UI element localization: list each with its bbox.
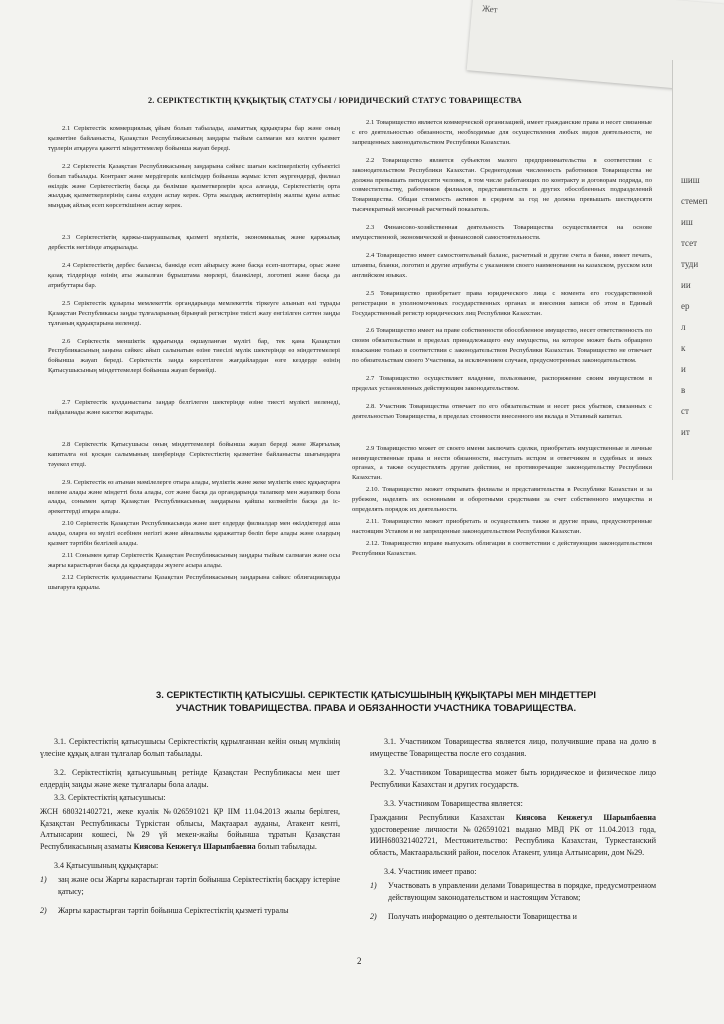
kz-clause-3-1: 3.1. Серіктестіктің қатысушысы Серіктестіктің құрылғаннан кейін оның мүлкінің үлесіне құқық алған тұлғалар болып табылады.	[40, 737, 340, 758]
section-2-title: 2. СЕРІКТЕСТІКТІҢ ҚҰҚЫҚТЫҚ СТАТУСЫ / ЮРИДИЧЕСКИЙ СТАТУС ТОВАРИЩЕСТВА	[148, 96, 522, 105]
kz-clause-2-4: 2.4 Серіктестіктің дербес балансы, банкіде есеп айырысу және басқа есеп-шоттары, орыс және қазақ тілдерінде өзінің аты жазылған бұрыштама мөрлері, бланкілері, логотипі және басқа да атрибуттары бар.	[48, 262, 340, 289]
kz-clause-2-2: 2.2 Серіктестік Қазақстан Республикасының заңдарына сәйкес шағын кәсіпкерліктің субъектісі болып табылады. Контракт және мердігерлік келісімдер бойынша жұмыс істеп жүргендерді, филиал өкілдік және Серіктестіктің басқа да бөлімше қызметкерлерін қоса алғанда, Серіктестіктің орта жылдық қызметкерлерінің саны елуден аспау керек. Орта жылдық активтерінің жалпы құны алпыс мыңдық айлық есеп көрсеткішінен аспау керек.	[48, 162, 340, 210]
bg-line: и	[681, 364, 686, 374]
background-sheet-right	[672, 60, 724, 480]
kz-participant-tail: болып табылады.	[255, 841, 317, 851]
item-marker: 2)	[370, 912, 377, 922]
section-3-title	[96, 688, 656, 714]
ru-clause-2-12: 2.12. Товарищество вправе выпускать облигации в соответствии с действующим законодательством Республики Казахстан.	[352, 539, 652, 557]
kz-participant-details: ЖСН 680321402721, жеке куәлік №026591021 ҚР ІІМ 11.04.2013 жылы берілген, Қазақстан Республикасы Түркістан облысы, Мақтаарал ауданы, Атакент кенті, Алтынсарин көшесі, №29 үй мекен-жайы бойынша тұратын Қазақстан Республикасының азаматы	[40, 806, 340, 851]
section-3-ru-column	[370, 736, 656, 931]
ru-clause-2-8: 2.8. Участник Товарищества отвечает по его обязательствам и несет риск убытков, связанных с деятельностью Товарищества, в пределах стоимости внесенного им вклада в Уставный капитал.	[352, 402, 652, 420]
ru-clause-2-10: 2.10. Товарищество может открывать филиалы и представительства в Республике Казахстан и за рубежом, наделять их основными и оборотными средствами за счет собственного имущества и определять порядок их деятельности.	[352, 486, 652, 514]
list-item	[40, 874, 340, 897]
bg-line: шиш	[681, 175, 700, 185]
background-fragment-top: Жет	[481, 3, 499, 15]
bg-line: ер	[681, 301, 690, 311]
ru-clause-2-5: 2.5 Товарищество приобретает права юридического лица с момента его государственной регистрации в уполномоченных государственных органах и внесения записи об этом в Единый Государственный регистр юридических лиц Республики Казахстан.	[352, 289, 652, 317]
ru-clause-2-2: 2.2 Товарищество является субъектом малого предпринимательства в соответствии с законодательством Республики Казахстан. Среднегодовая численность работников Товарищества не должна превышать пятидесяти человек, в том числе работающих по контракту и договорам подряда, по совместительству, работников филиалов, представительств и других обособленных подразделений Товарищества. Общая стоимость активов в среднем за год не должна превышать шестидесяти тысячекратный месячный расчетный показатель.	[352, 156, 652, 214]
ru-clause-2-1: 2.1 Товарищество является коммерческой организацией, имеет гражданские права и несет связанные с его деятельностью обязанности, необходимые для осуществления любых видов деятельности, не запрещенных законодательством Республики Казахстан.	[352, 119, 652, 146]
bg-line: стемеп	[681, 196, 708, 206]
section-3-kz-column	[40, 736, 340, 925]
kz-clause-2-9: 2.9. Серіктестік өз атынан мәмілелерге отыра алады, мүліктік және жеке мүліктік емес құқықтарға иелене алады және міндетті бола алады, сот және басқа да органдарында талапкер мен жауапкер бола алады, сонымен қатар Қазақстан Республикасының заңдарына қайшы келмейтін басқа да іс-әрекеттерді атқара алады.	[48, 478, 340, 516]
bg-line: иш	[681, 217, 693, 227]
list-item	[370, 880, 656, 903]
section-3-title-ru: УЧАСТНИК ТОВАРИЩЕСТВА. ПРАВА И ОБЯЗАННОСТИ УЧАСТНИКА ТОВАРИЩЕСТВА.	[175, 702, 577, 713]
kz-clause-2-3: 2.3 Серіктестіктің қаржы-шаруашылық қызметі мүліктік, экономикалық және қаржылық дербестік негізінде атқарылады.	[48, 234, 340, 252]
ru-clause-2-11: 2.11. Товарищество может приобретать и осуществлять также и другие права, предусмотренные настоящим Уставом и не запрещенные законодательством Республики Казахстан.	[352, 518, 652, 535]
kz-clause-3-2: 3.2. Серіктестіктің қатысушының ретінде Қазақстан Республикасы мен шет елдердің заңды және жеке тұлғалары бола алады.	[40, 768, 340, 789]
section-3-title-kz: 3. СЕРІКТЕСТІКТІҢ ҚАТЫСУШЫ. СЕРІКТЕСТІК ҚАТЫСУШЫНЫҢ ҚҰҚЫҚТАРЫ МЕН МІНДЕТТЕРІ	[156, 689, 596, 700]
page-number: 2	[357, 956, 362, 966]
bg-line: тсет	[681, 238, 698, 248]
section-2-ru-column	[352, 118, 652, 567]
bg-line: к	[681, 343, 686, 353]
section-2-kz-column	[48, 124, 340, 601]
ru-clause-3-4-head: 3.4. Участник имеет право:	[384, 867, 477, 877]
item-marker: 2)	[40, 906, 47, 916]
bg-line: ит	[681, 427, 690, 437]
kz-rights-list	[40, 874, 340, 917]
kz-clause-2-5: 2.5 Серіктестік құзырлы мемлекеттік органдарында мемлекеттік тіркеуге алынып өлі тұрады Қазақстан Республикасы заңды тұлғаларының бірыңғай регистріне тиісті жазу енгізілген сәттен заңды тұлғаның құқықтарына иеленеді.	[48, 299, 340, 327]
item-text: Жарғы карастырған тәртіп бойынша Серіктестіктің қызметі туралы	[58, 906, 289, 916]
list-item	[40, 905, 340, 917]
kz-clause-2-10: 2.10 Серіктестік Қазақстан Республикасында және шет елдерде филиалдар мен өкілдіктерді аша алады, оларға өз мүлігі есебінен негізгі және айналмалы қаражаттар бөліп бере алады және олардың қызмет тәртібін белгілей алады.	[48, 520, 340, 548]
ru-clause-3-3-head: 3.3. Участником Товарищества является:	[384, 799, 523, 809]
kz-participant-name: Киясова Кенжегүл Шарыпбаевна	[133, 841, 256, 851]
kz-clause-2-8: 2.8 Серіктестік Қатысушысы оның міндеттемелері бойынша жауап береді және Жарғылық капиталға өзі қосқан салымының шеңберінде Серіктестіктің қызметіне байланысты шығындарға тәуекел етеді.	[48, 440, 340, 468]
bg-line: ии	[681, 280, 691, 290]
ru-clause-2-4: 2.4 Товарищество имеет самостоятельный баланс, расчетный и другие счета в банке, имеет печать, штампы, бланки, логотип и другие атрибуты с указанием своего наименования на казахском, русском или английском языках.	[352, 251, 652, 279]
item-marker: 1)	[40, 874, 47, 884]
ru-clause-2-9: 2.9 Товарищество может от своего имени заключать сделки, приобретать имущественные и личные неимущественные права и нести обязанности, выступать истцом и ответчиком в судебных и иных органах, а также осуществлять другие действия, не противоречащие законодательству Республики Казахстан.	[352, 444, 652, 482]
item-text: Получать информацию о деятельности Товарищества и	[388, 912, 577, 922]
kz-clause-2-12: 2.12 Серіктестік қолданыстағы Қазақстан Республикасының заңдарына сәйкес облигацияларды шығаруға құқылы.	[48, 573, 340, 591]
bg-line: л	[681, 322, 686, 332]
kz-clause-2-7: 2.7 Серіктестік қолданыстағы заңдар белгілеген шектерінде өзіне тиесті мүлікті иеленеді, пайдаланады және касетке жаратады.	[48, 399, 340, 417]
ru-rights-list	[370, 880, 656, 923]
bg-line: в	[681, 385, 686, 395]
item-marker: 1)	[370, 880, 377, 890]
ru-clause-2-6: 2.6 Товарищество имеет на праве собственности обособленное имущество, несет ответственность по своим обязательствам в пределах принадлежащего ему имущества, на которое может быть обращено взыскание только в соответствии с законодательством Республики Казахстан. Товарищество не отвечает по обязательствам своего Участника, за исключением случаев, предусмотренных законодательством.	[352, 327, 652, 365]
ru-participant-details: удостоверение личности №026591021 выдано МВД РК от 11.04.2013 года, ИИН680321402721, Местожительство: Республика Казахстан, Туркестанский область, Мактааральский район, поселок Атакент, улица Алтынсарин, дом №29.	[370, 824, 656, 857]
kz-clause-3-4-head: 3.4 Қатысушының құқықтары:	[54, 861, 159, 871]
ru-clause-3-3	[370, 812, 656, 858]
ru-clause-2-3: 2.3 Финансово-хозяйственная деятельность Товарищества осуществляется на основе имущественной, экономической и финансовой самостоятельности.	[352, 224, 652, 242]
bg-line: туди	[681, 259, 699, 269]
ru-participant-pre: Гражданин Республики Казахстан	[370, 812, 516, 822]
ru-clause-3-1: 3.1. Участником Товарищества является лицо, получившие права на долю в имуществе Товарищества после его создания.	[370, 737, 656, 758]
kz-clause-2-6: 2.6 Серіктестік меншіктік құқығында оқшауланған мүлігі бар, тек қана Қазақстан Республикасының заңына сәйкес айып салынатын өзіне тиесілі мүлік шектерінде өз міндеттемелері бойынша жауап береді. Серіктестік заңда көрсетілген жағдайлардан өзге кездерде өзінің Қатысушысының міндеттемелері бойынша жауап бермейді.	[48, 337, 340, 375]
kz-clause-3-3	[40, 806, 340, 852]
item-text: заң және осы Жарғы карастырған тәртіп бойынша Серіктестіктің басқару істеріне қатысу;	[58, 874, 340, 896]
ru-participant-name: Киясова Кенжегул Шарыпбаевна	[515, 812, 656, 822]
kz-clause-2-1: 2.1 Серіктестік коммерциялық ұйым болып табылады, азаматтық құқықтары бар және оның қызметіне байланысты, Қазақстан Республикасының заңдары тыйым салмаған кез келген қызмет түрлерін атқаруға қажетті міндеттемелер бойынша жауап береді.	[48, 125, 340, 152]
list-item	[370, 911, 656, 923]
kz-clause-2-11: 2.11 Сонымен қатар Серіктестік Қазақстан Республикасының заңдары тыйым салмаған және осы жарғы карастырған басқа да құқықтарды жүзеге асыра алады.	[48, 552, 340, 569]
kz-clause-3-3-head: 3.3. Серіктестіктің қатысушысы:	[54, 793, 166, 803]
ru-clause-2-7: 2.7 Товарищество осуществляет владение, пользование, распоряжение своим имуществом в пределах установленных действующим законодательством.	[352, 375, 652, 392]
ru-clause-3-2: 3.2. Участником Товарищества может быть юридическое и физическое лицо Республики Казахстан и других государств.	[370, 768, 656, 789]
bg-line: ст	[681, 406, 689, 416]
item-text: Участвовать в управлении делами Товарищества в порядке, предусмотренном действующим законодательством и настоящим Уставом;	[388, 880, 656, 902]
